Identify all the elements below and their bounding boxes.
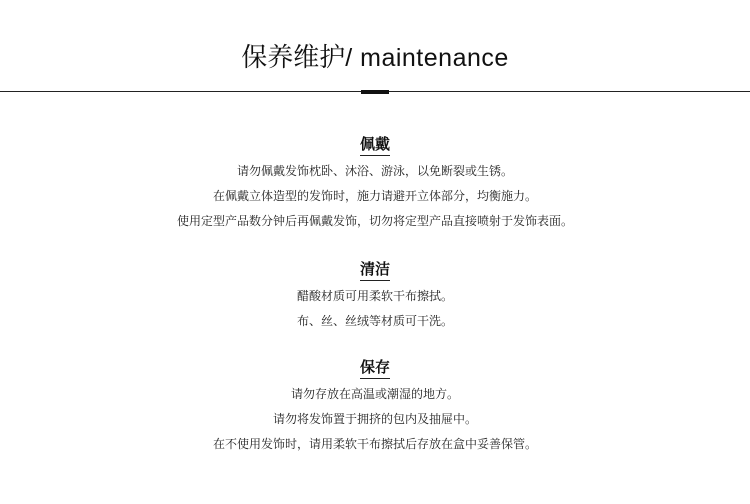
section-heading-cleaning: 清洁 [360, 259, 390, 281]
section-wearing [0, 134, 750, 234]
section-heading-storage: 保存 [360, 357, 390, 379]
section-line: 醋酸材质可用柔软干布擦拭。 [296, 289, 453, 303]
page-title [0, 40, 750, 76]
section-line: 使用定型产品数分钟后再佩戴发饰，切勿将定型产品直接喷射于发饰表面。 [176, 214, 573, 228]
section-heading-wearing: 佩戴 [360, 134, 390, 156]
divider-accent-bar [361, 90, 389, 94]
section-line: 在佩戴立体造型的发饰时，施力请避开立体部分，均衡施力。 [212, 189, 537, 203]
page-title-english: maintenance [360, 44, 509, 72]
page-title-chinese: 保养维护 [241, 43, 346, 73]
section-body-wearing [0, 159, 750, 234]
section-line: 请勿将发饰置于拥挤的包内及抽屉中。 [272, 412, 477, 426]
section-storage [0, 357, 750, 457]
section-cleaning [0, 259, 750, 334]
section-line: 请勿存放在高温或潮湿的地方。 [290, 387, 459, 401]
page-title-separator: / [345, 44, 361, 72]
section-body-cleaning [0, 284, 750, 334]
section-body-storage [0, 382, 750, 457]
section-line: 请勿佩戴发饰枕卧、沐浴、游泳，以免断裂或生锈。 [236, 164, 513, 178]
section-line: 布、丝、丝绒等材质可干洗。 [296, 314, 453, 328]
section-line: 在不使用发饰时，请用柔软干布擦拭后存放在盒中妥善保管。 [212, 437, 537, 451]
